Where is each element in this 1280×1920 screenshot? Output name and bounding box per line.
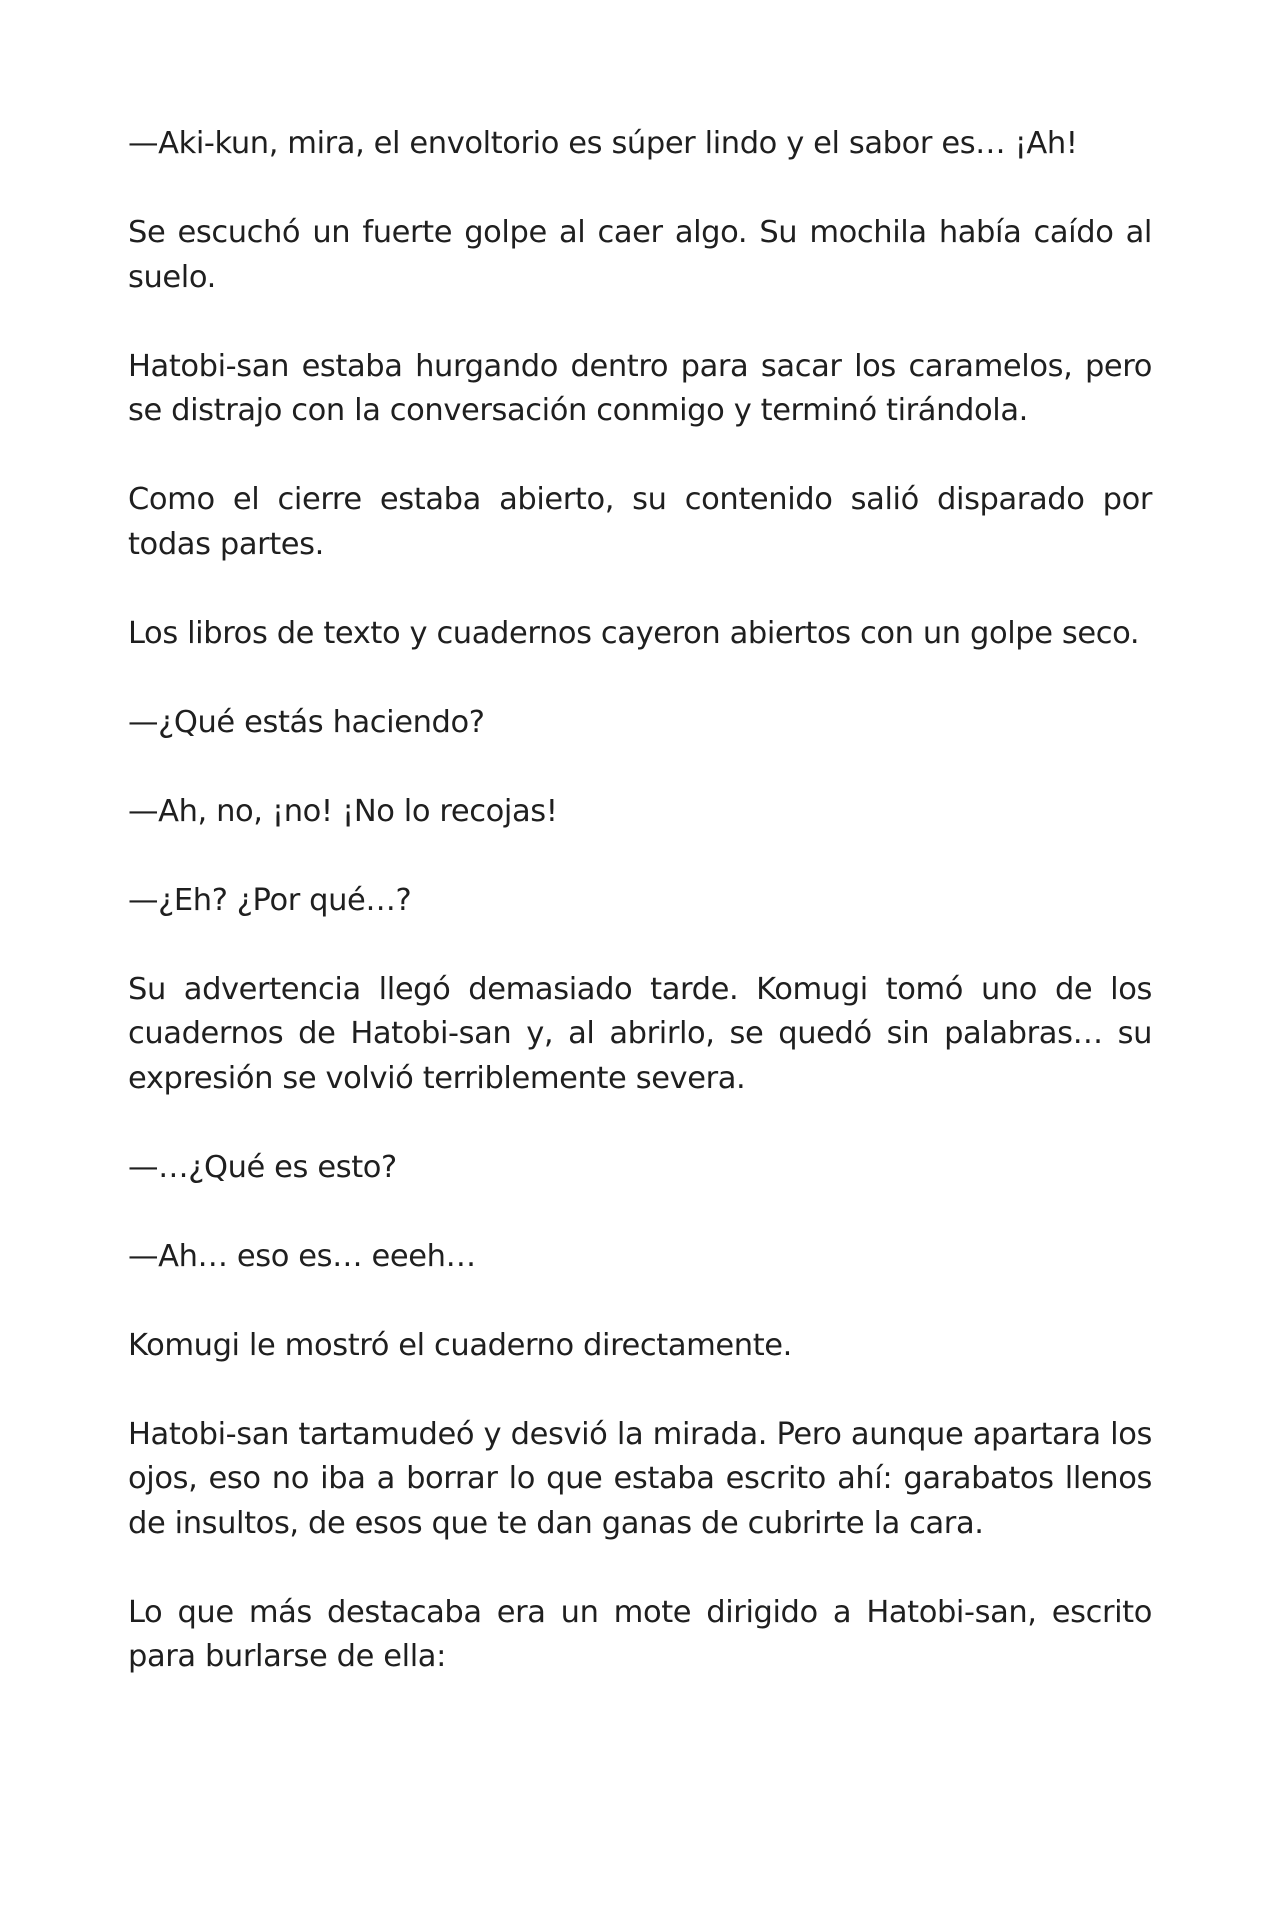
paragraph-6: —¿Qué estás haciendo? — [128, 704, 485, 740]
document-page — [128, 122, 1152, 1724]
paragraph-10: —…¿Qué es esto? — [128, 1149, 397, 1185]
paragraph-5: Los libros de texto y cuadernos cayeron abiertos con un golpe seco. — [128, 615, 1140, 651]
paragraph-8: —¿Eh? ¿Por qué…? — [128, 882, 412, 918]
paragraph-9: Su advertencia llegó demasiado tarde. Komugi tomó uno de los cuadernos de Hatobi-san y, al abrirlo, se quedó sin palabras… su expresión se volvió terriblemente severa. — [128, 971, 1152, 1096]
paragraph-2: Se escuchó un fuerte golpe al caer algo. Su mochila había caído al suelo. — [128, 215, 1152, 295]
paragraph-4: Como el cierre estaba abierto, su contenido salió disparado por todas partes. — [128, 482, 1152, 562]
paragraph-14: Lo que más destacaba era un mote dirigido a Hatobi-san, escrito para burlarse de ella: — [128, 1594, 1152, 1674]
paragraph-11: —Ah… eso es… eeeh… — [128, 1238, 476, 1274]
paragraph-3: Hatobi-san estaba hurgando dentro para sacar los caramelos, pero se distrajo con la conversación conmigo y terminó tirándola. — [128, 348, 1152, 428]
paragraph-12: Komugi le mostró el cuaderno directamente. — [128, 1327, 792, 1363]
paragraph-7: —Ah, no, ¡no! ¡No lo recojas! — [128, 793, 558, 829]
paragraph-1: —Aki-kun, mira, el envoltorio es súper lindo y el sabor es… ¡Ah! — [128, 126, 1078, 161]
paragraph-13: Hatobi-san tartamudeó y desvió la mirada. Pero aunque apartara los ojos, eso no iba a borrar lo que estaba escrito ahí: garabatos llenos de insultos, de esos que te dan ganas de cubrirte la cara. — [128, 1416, 1152, 1541]
